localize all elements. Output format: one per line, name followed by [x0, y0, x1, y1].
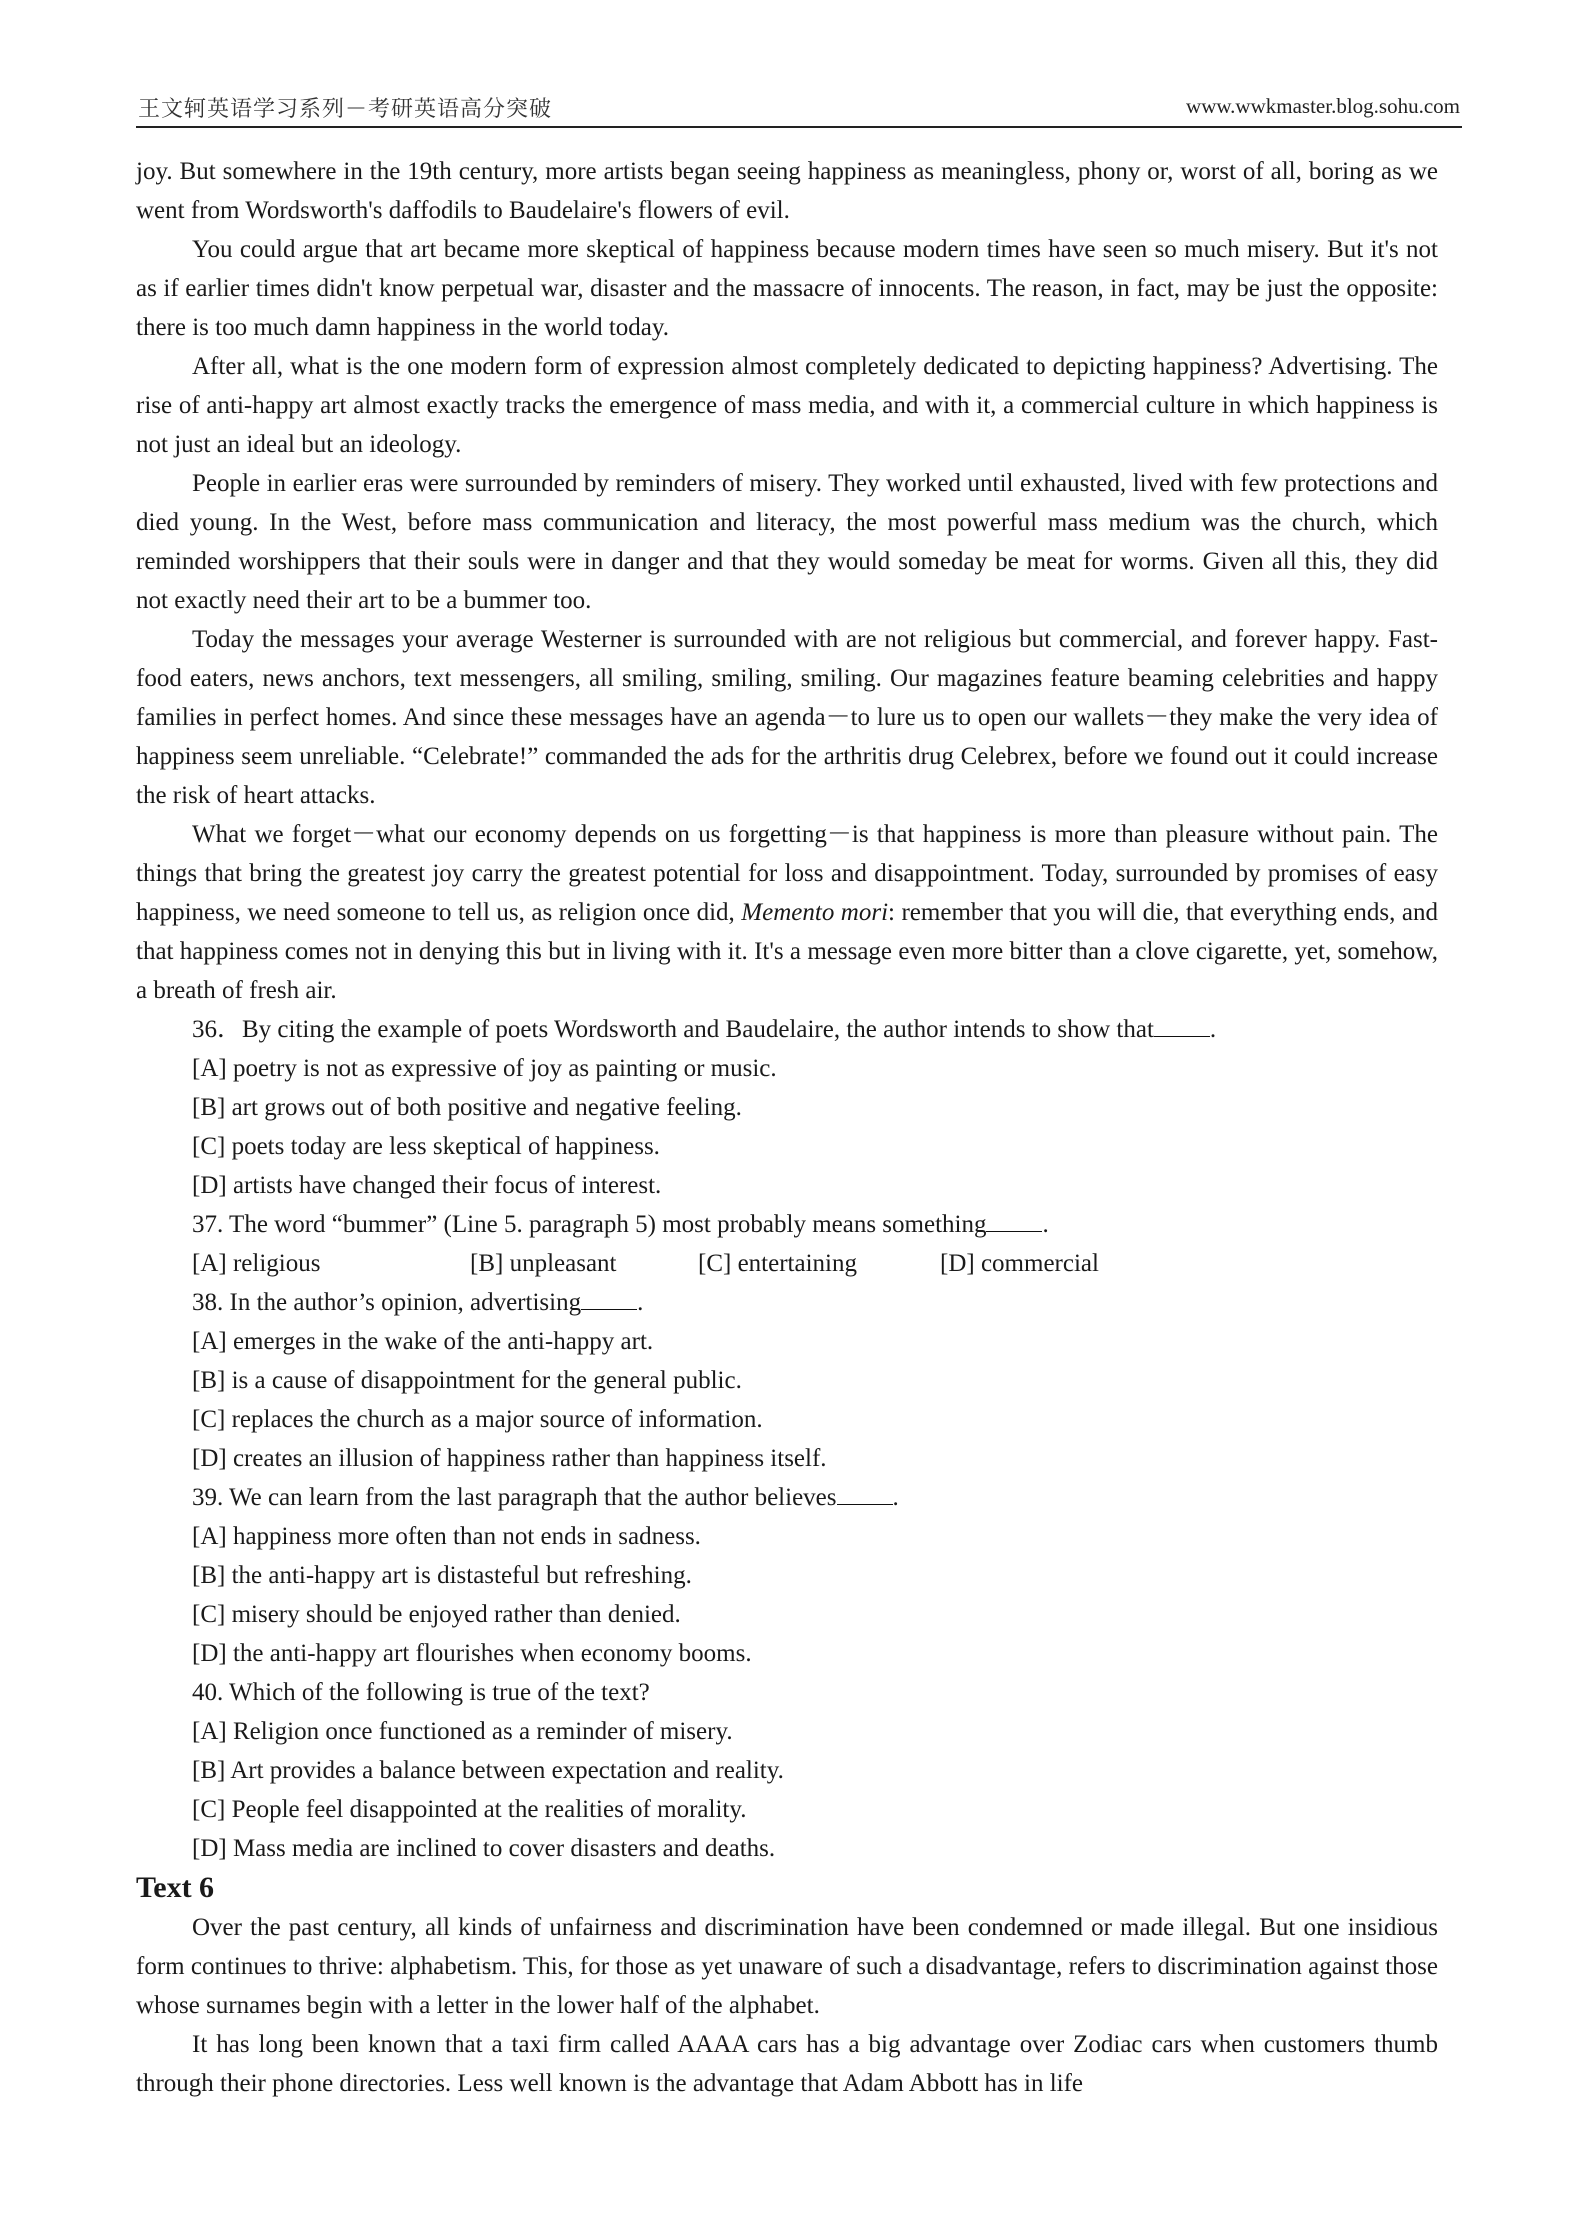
paragraph-text: What we forget－what our economy depends on us forgetting－is that happiness is more than pleasure without pain. The things that bring the greatest joy carry the greatest potential for loss and disappointment. Today, surrounded by promises of easy happiness, we need someone to tell us, as religion once did,	[136, 821, 1438, 926]
question-tail: .	[1209, 1016, 1217, 1043]
answer-blank	[581, 1287, 637, 1310]
option: [D] Mass media are inclined to cover disasters and deaths.	[192, 1835, 776, 1862]
question-39	[136, 1478, 1438, 1517]
option: [D] the anti-happy art flourishes when economy booms.	[192, 1640, 752, 1667]
option: [C] entertaining	[698, 1250, 857, 1277]
answer-blank	[986, 1209, 1042, 1232]
paragraph: joy. But somewhere in the 19th century, more artists began seeing happiness as meaningless, phony or, worst of all, boring as we went from Wordsworth's daffodils to Baudelaire's flowers of evil.	[136, 158, 1438, 224]
paragraph-last	[136, 815, 1438, 1010]
option: [B] Art provides a balance between expectation and reality.	[192, 1757, 784, 1784]
question-stem: 36．By citing the example of poets Wordsworth and Baudelaire, the author intends to show that	[192, 1016, 1154, 1043]
paragraph: Over the past century, all kinds of unfairness and discrimination have been condemned or made illegal. But one insidious form continues to thrive: alphabetism. This, for those as yet unaware of such a disadvantage, refers to discrimination against those whose surnames begin with a letter in the lower half of the alphabet.	[136, 1914, 1438, 2019]
question-40	[136, 1673, 1438, 1712]
paragraph: After all, what is the one modern form of expression almost completely dedicated to depicting happiness? Advertising. The rise of anti-happy art almost exactly tracks the emergence of mass media, and with it, a commercial culture in which happiness is not just an ideal but an ideology.	[136, 353, 1438, 458]
answer-blank	[837, 1482, 893, 1505]
option: [C] misery should be enjoyed rather than denied.	[192, 1601, 681, 1628]
answer-blank	[1154, 1014, 1210, 1037]
header-url: www.wwkmaster.blog.sohu.com	[1186, 94, 1460, 118]
question-stem: 40. Which of the following is true of the text?	[192, 1679, 650, 1706]
header-series-title: 王文轲英语学习系列－考研英语高分突破	[138, 97, 553, 122]
option: [A] emerges in the wake of the anti-happy art.	[192, 1328, 654, 1355]
option: [A] Religion once functioned as a reminder of misery.	[192, 1718, 733, 1745]
paragraph-text: : remember that you will die, that everything ends, and that happiness comes not in denying this but in living with it. It's a message even more bitter than a clove cigarette, yet, somehow, a breath of fresh air.	[136, 899, 1438, 1004]
options-row	[136, 1244, 1438, 1283]
question-37	[136, 1205, 1438, 1244]
question-36	[136, 1010, 1438, 1049]
question-stem: 38. In the author’s opinion, advertising	[192, 1289, 582, 1316]
paragraph: Today the messages your average Westerner is surrounded with are not religious but commercial, and forever happy. Fast-food eaters, news anchors, text messengers, all smiling, smiling, smiling. Our magazines feature beaming celebrities and happy families in perfect homes. And since these messages have an agenda－to lure us to open our wallets－they make the very idea of happiness seem unreliable. “Celebrate!” commanded the ads for the arthritis drug Celebrex, before we found out it could increase the risk of heart attacks.	[136, 626, 1438, 809]
question-tail: .	[637, 1289, 644, 1316]
option: [A] happiness more often than not ends in sadness.	[192, 1523, 701, 1550]
option: [B] art grows out of both positive and negative feeling.	[192, 1094, 742, 1121]
option: [C] poets today are less skeptical of happiness.	[192, 1133, 660, 1160]
paragraph: You could argue that art became more skeptical of happiness because modern times have seen so much misery. But it's not as if earlier times didn't know perpetual war, disaster and the massacre of innocents. The reason, in fact, may be just the opposite: there is too much damn happiness in the world today.	[136, 236, 1438, 341]
option: [C] replaces the church as a major source of information.	[192, 1406, 763, 1433]
italic-phrase: Memento mori	[741, 899, 889, 926]
option: [B] unpleasant	[470, 1250, 617, 1277]
page-header	[136, 92, 1462, 128]
paragraph: It has long been known that a taxi firm called AAAA cars has a big advantage over Zodiac cars when customers thumb through their phone directories. Less well known is the advantage that Adam Abbott has in life	[136, 2031, 1438, 2097]
option: [C] People feel disappointed at the realities of morality.	[192, 1796, 747, 1823]
option: [D] creates an illusion of happiness rather than happiness itself.	[192, 1445, 827, 1472]
option: [D] commercial	[940, 1250, 1099, 1277]
paragraph: People in earlier eras were surrounded by reminders of misery. They worked until exhausted, lived with few protections and died young. In the West, before mass communication and literacy, the most powerful mass medium was the church, which reminded worshippers that their souls were in danger and that they would someday be meat for worms. Given all this, they did not exactly need their art to be a bummer too.	[136, 470, 1438, 614]
question-tail: .	[1042, 1211, 1049, 1238]
option: [A] religious	[192, 1250, 321, 1277]
question-38	[136, 1283, 1438, 1322]
question-tail: .	[892, 1484, 899, 1511]
option: [B] is a cause of disappointment for the general public.	[192, 1367, 742, 1394]
question-stem: 39. We can learn from the last paragraph that the author believes	[192, 1484, 837, 1511]
option: [A] poetry is not as expressive of joy as painting or music.	[192, 1055, 777, 1082]
document-body	[136, 152, 1438, 2103]
option: [B] the anti-happy art is distasteful but refreshing.	[192, 1562, 692, 1589]
option: [D] artists have changed their focus of interest.	[192, 1172, 662, 1199]
question-stem: 37. The word “bummer” (Line 5. paragraph 5) most probably means something	[192, 1211, 987, 1238]
section-title: Text 6	[136, 1871, 215, 1904]
